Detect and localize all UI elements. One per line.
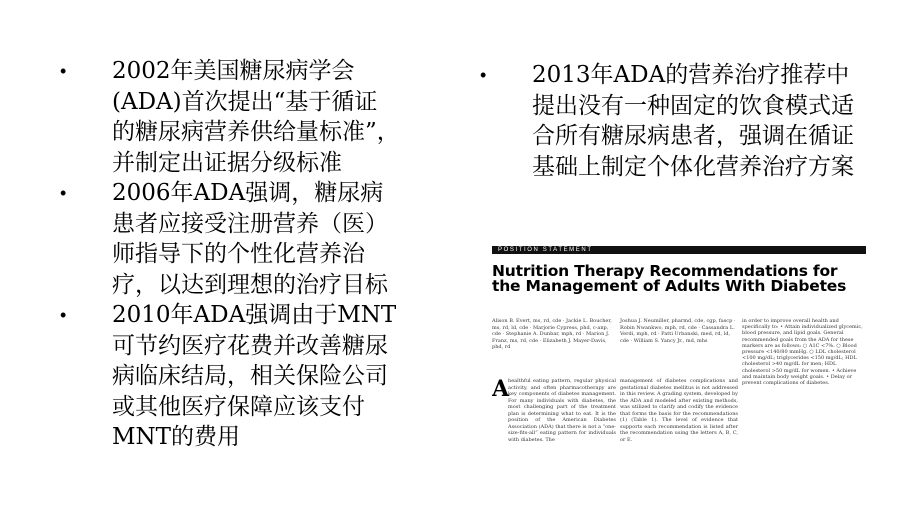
article-title: Nutrition Therapy Recommendations for the Management of Adults With Diabetes: [492, 262, 847, 295]
left-bullet-3: [60, 300, 400, 453]
bullet-icon: •: [60, 61, 67, 81]
bullet-icon: •: [60, 305, 67, 325]
left-bullet-1-text: 2002年美国糖尿病学会(ADA)首次提出“基于循证的糖尿病营养供给量标准”，并制定出证据分级标准: [112, 58, 400, 176]
article-drop-cap: A: [492, 376, 510, 402]
article-image: [492, 246, 866, 450]
bullet-icon: •: [60, 183, 67, 203]
left-bullet-1: [60, 56, 400, 178]
left-bullet-3-text: 2010年ADA强调由于MNT可节约医疗花费并改善糖尿病临床结局，相关保险公司或其他医疗保障应该支付MNT的费用: [112, 302, 397, 450]
left-bullet-2: [60, 178, 400, 300]
article-body-col2: management of diabetes complications and gestational diabetes mellitus is not addressed in this review. A grading system, developed by the ADA and modeled after existing methods, was utilized to clarify and codify the evidence that forms the basis for the recommendations (1) (Table 1). The level of evidence that supports each recommendation is listed after the recommendation using the letters A, B, C, or E.: [620, 378, 738, 443]
left-bullet-list: [60, 56, 400, 453]
right-bullet-1: [480, 60, 860, 182]
article-body-col1: healthful eating pattern, regular physical activity, and often pharmacotherapy are key components of diabetes management. For many individuals with diabetes, the most challenging part of the treatment plan is determining what to eat. It is the position of the American Diabetes Association (ADA) that there is not a “one-size-fits-all” eating pattern for individuals with diabetes. The: [508, 378, 616, 443]
right-bullet-list: [480, 60, 860, 182]
article-side-text: in order to improve overall health and specifically to: • Attain individualized glycemic, blood pressure, and lipid goals. General recommended goals from the ADA for these markers are as follows: ○ A1C <7%. ○ Blood pressure <140/80 mmHg. ○ LDL cholesterol <100 mg/dL; triglycerides <150 mg/dL; HDL cholesterol >40 mg/dL for men; HDL cholesterol >50 mg/dL for women. • Achieve and maintain body weight goals. • Delay or prevent complications of diabetes.: [742, 318, 863, 387]
left-bullet-2-text: 2006年ADA强调，糖尿病患者应接受注册营养（医）师指导下的个性化营养治疗，以达到理想的治疗目标: [112, 180, 388, 298]
article-banner: POSITION STATEMENT: [492, 246, 866, 254]
article-authors-col2: Joshua J. Neumiller, pharmd, cde, cgp, fascp · Robin Nwankwo, mph, rd, cde · Cassandra L. Verdi, mph, rd · Patti Urbanski, med, rd, ld, cde · William S. Yancy Jr., md, mhs: [620, 318, 736, 344]
article-authors-col1: Alison B. Evert, ms, rd, cde · Jackie L. Boucher, ms, rd, ld, cde · Marjorie Cypress, phd, c-anp, cde · Stephanie A. Dunbar, mph, rd · Marion J. Franz, ms, rd, cde · Elizabeth J. Mayer-Davis, phd, rd: [492, 318, 612, 350]
bullet-icon: •: [480, 65, 487, 85]
right-bullet-1-text: 2013年ADA的营养治疗推荐中提出没有一种固定的饮食模式适合所有糖尿病患者，强调在循证基础上制定个体化营养治疗方案: [532, 62, 854, 180]
